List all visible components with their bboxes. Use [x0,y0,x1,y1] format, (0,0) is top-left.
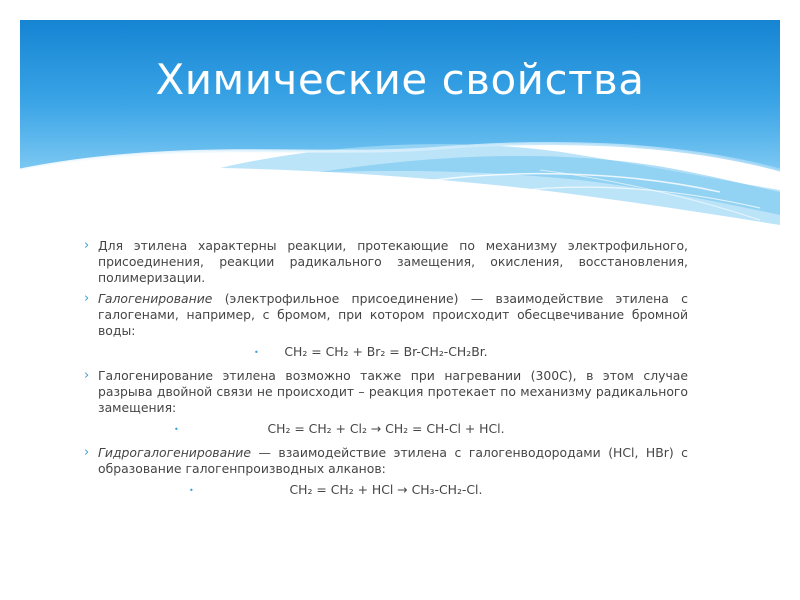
sky-wave-banner [20,20,780,225]
formula-line [84,482,688,498]
bullet-paragraph [84,368,688,416]
bullet-paragraph [84,291,688,339]
slide-title: Химические свойства [155,55,645,104]
bullet-paragraph [84,238,688,286]
sub-bullet-icon: • [254,348,259,357]
formula-line [84,421,688,437]
slide-body [84,238,688,506]
bullet-paragraph [84,445,688,477]
bullet-icon: › [84,368,90,383]
formula-text: CH₂ = CH₂ + HCl → CH₃-CH₂-Cl. [289,482,483,497]
paragraph-text: Для этилена характерны реакции, протекающие по механизму электрофильного, присоединения, реакции радикального замещения, окисления, восстановления, полимеризации. [98,238,688,285]
bullet-icon: › [84,238,90,253]
formula-line [84,344,688,360]
term-italic: Галогенирование [98,291,213,306]
term-italic: Гидрогалогенирование [98,445,251,460]
sub-bullet-icon: • [174,425,179,434]
paragraph-text: — взаимодействие этилена с галогенводородами (HCl, HBr) с образование галогенпроизводных алканов: [98,445,688,476]
formula-text: CH₂ = CH₂ + Cl₂ → CH₂ = CH-Cl + HCl. [267,421,505,436]
formula-text: CH₂ = CH₂ + Br₂ = Br-CH₂-CH₂Br. [284,344,488,359]
bullet-icon: › [84,291,90,306]
paragraph-text: (электрофильное присоединение) — взаимодействие этилена с галогенами, например, с бромом, при котором происходит обесцвечивание бромной воды: [98,291,688,338]
bullet-icon: › [84,445,90,460]
sub-bullet-icon: • [189,486,194,495]
paragraph-text: Галогенирование этилена возможно также при нагревании (300С), в этом случае разрыва двойной связи не происходит – реакция протекает по механизму радикального замещения: [98,368,688,415]
